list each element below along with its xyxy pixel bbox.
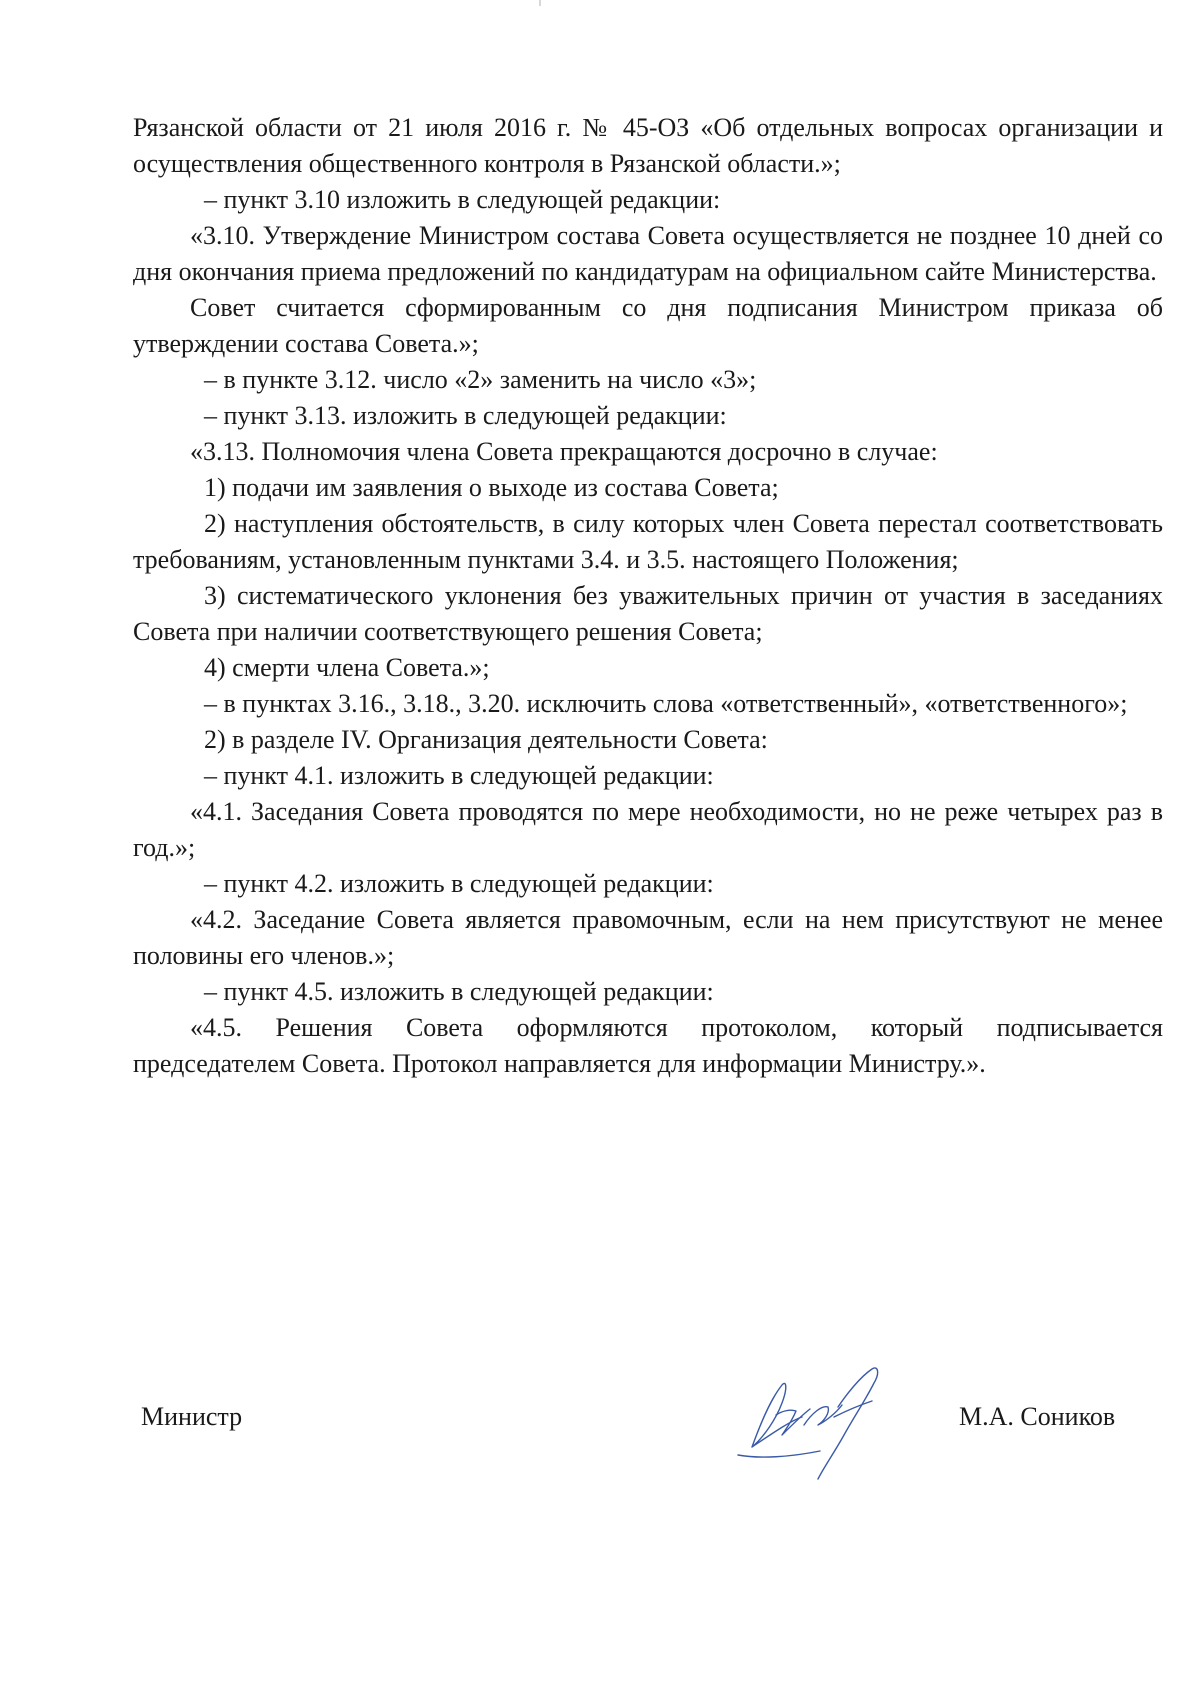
signature-stroke: [818, 1368, 878, 1479]
document-body: [133, 110, 1163, 1082]
signature-block: [0, 1380, 1200, 1500]
amendment-item: – в пунктах 3.16., 3.18., 3.20. исключить слова «ответственный», «ответственного»;: [204, 689, 1128, 718]
scan-artifact: [539, 0, 541, 6]
signatory-name: М.А. Соников: [959, 1402, 1116, 1431]
amendment-item: – пункт 3.13. изложить в следующей редакции:: [204, 401, 727, 430]
amendment-item: – пункт 3.10 изложить в следующей редакции:: [204, 185, 721, 214]
numbered-item: 1) подачи им заявления о выходе из состава Совета;: [204, 473, 779, 502]
quoted-clause: «4.5. Решения Совета оформляются протоколом, который подписывается председателем Совета. Протокол направляется для информации Министру.».: [133, 1013, 1163, 1078]
quoted-clause: «4.1. Заседания Совета проводятся по мере необходимости, но не реже четырех раз в год.»;: [133, 797, 1163, 862]
amendment-item: – пункт 4.1. изложить в следующей редакции:: [204, 761, 714, 790]
section-heading: 2) в разделе IV. Организация деятельности Совета:: [204, 725, 768, 754]
quoted-clause: «3.10. Утверждение Министром состава Совета осуществляется не позднее 10 дней со дня окончания приема предложений по кандидатурам на официальном сайте Министерства.: [133, 221, 1163, 286]
numbered-item: 2) наступления обстоятельств, в силу которых член Совета перестал соответствовать требованиям, установленным пунктами 3.4. и 3.5. настоящего Положения;: [133, 509, 1163, 574]
quoted-clause: «4.2. Заседание Совета является правомочным, если на нем присутствуют не менее половины его членов.»;: [133, 905, 1163, 970]
paragraph-continuation: Рязанской области от 21 июля 2016 г. № 45-ОЗ «Об отдельных вопросах организации и осуществления общественного контроля в Рязанской области.»;: [133, 113, 1163, 178]
numbered-item: 3) систематического уклонения без уважительных причин от участия в заседаниях Совета при наличии соответствующего решения Совета;: [133, 581, 1163, 646]
numbered-item: 4) смерти члена Совета.»;: [204, 653, 490, 682]
quoted-clause: Совет считается сформированным со дня подписания Министром приказа об утверждении состава Совета.»;: [133, 293, 1163, 358]
amendment-item: – пункт 4.5. изложить в следующей редакции:: [204, 977, 714, 1006]
handwritten-signature: [730, 1355, 910, 1485]
amendment-item: – пункт 4.2. изложить в следующей редакции:: [204, 869, 714, 898]
signatory-title: Министр: [141, 1402, 243, 1431]
signature-stroke: [776, 1409, 810, 1435]
signature-stroke: [804, 1405, 842, 1425]
signature-stroke: [738, 1451, 820, 1457]
quoted-clause: «3.13. Полномочия члена Совета прекращаются досрочно в случае:: [190, 437, 938, 466]
amendment-item: – в пункте 3.12. число «2» заменить на число «3»;: [204, 365, 757, 394]
